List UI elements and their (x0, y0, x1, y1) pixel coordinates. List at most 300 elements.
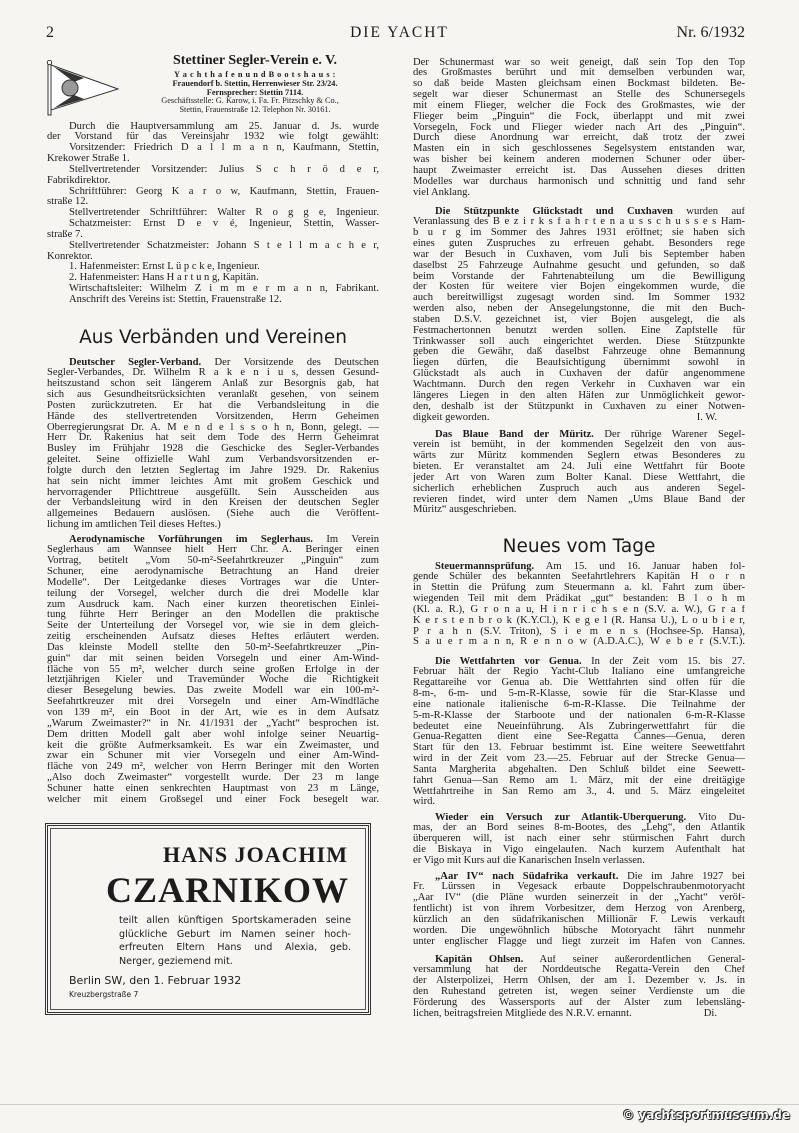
text-line (413, 505, 745, 516)
line-text: liegen dürfen, die Beaufsichtigung übernimmt sowohl in (413, 358, 745, 369)
line-text: jeder Art von Waren zum Bolter Kanal. Diese Wettfahrt, die (413, 472, 745, 483)
club-phone: Fernsprecher: Stettin 7114. (206, 87, 304, 97)
text-line (413, 893, 745, 904)
line-text: beim Vorstande der Fahrtenabteilung um die Bewilligung (413, 271, 745, 282)
line-text: allgemeines Bedauern auslösen. (Siehe auch die Veröffent- (47, 509, 379, 520)
line-text: S a u e r m a n n, R e n n o w (A.D.A.C.), W e b e r (S.V.T.). (413, 637, 745, 648)
text-line (47, 390, 379, 401)
text-line (47, 197, 379, 208)
text-line (47, 654, 379, 665)
text-line (413, 722, 745, 733)
text-line (413, 304, 745, 315)
text-line (413, 337, 745, 348)
line-text: Oberregierungsrat Dr. A. M e n d e l s s o h n, Bonn, gelegt. — (47, 422, 379, 433)
line-text: staben D.S.V. gezeichnet ist, vier Bojen ausgelegt, die als (413, 314, 745, 325)
page-edge-line (0, 1104, 799, 1105)
text-line (47, 730, 379, 741)
text-line (47, 368, 379, 379)
text-line (47, 423, 379, 434)
line-text: Stellvertretender Schatzmeister: Johann S t e l l m a c h e r, (69, 240, 379, 251)
club-office-address: Stettin, Frauenstraße 12. Telephon Nr. 30161. (179, 104, 331, 114)
text-line (413, 856, 745, 867)
text-line (413, 797, 745, 808)
text-line (47, 535, 379, 546)
line-text: wird. (413, 797, 436, 808)
text-line (413, 347, 745, 358)
line-text: versammlung hat der Norddeutsche Regatta-Verein den Chef (413, 965, 745, 976)
club-name: Stettiner Segler-Verein e. V. (173, 53, 337, 68)
text-line (47, 751, 379, 762)
line-text: zum Ausdruck kam. Nach einer kurzen theoretischen Einlei- (47, 599, 379, 610)
line-text: straße 12. (47, 197, 89, 208)
line-text: längeres Liegen in den alten Häfen zur Unmöglichkeit gewor- (413, 390, 745, 401)
text-line (47, 762, 379, 773)
text-line (413, 955, 745, 966)
line-text: der Vorstand für das Vereinsjahr 1932 wie folgt gewählt: (47, 132, 379, 143)
line-text: Auf seiner außerordentlichen General- (539, 954, 745, 965)
line-text: Anschrift des Vereins ist: Stettin, Frauenstraße 12. (69, 295, 282, 305)
text-line (413, 965, 745, 976)
text-line (47, 412, 379, 423)
line-text: der Verbandsleitung wird in den Kreisen der deutschen Segler (47, 498, 379, 509)
line-text: Schuner, eine aerodynamische Betrachtung an Hand dreier (47, 567, 379, 578)
text-line (413, 123, 745, 134)
announcement-place-date: Berlin SW, den 1. Februar 1932 (69, 974, 242, 987)
text-line (413, 282, 745, 293)
text-line (413, 451, 745, 462)
line-text: zwar ein Schuner mit vier Vorsegeln und einer Am-Wind- (47, 751, 379, 762)
text-line (413, 177, 745, 188)
line-text: letztjährigen Kieler und Travemünder Woche die Richtigkeit (47, 675, 379, 686)
line-text: wird in der Zeit vom 23.—25. Februar auf der Strecke Genua— (413, 754, 745, 765)
birth-announcement (45, 823, 371, 1015)
text-line (413, 228, 745, 239)
line-text: folgte durch den letzten Seglertag im Jahre 1929. Dr. Rakenius (47, 465, 379, 476)
text-line (413, 473, 745, 484)
text-line (47, 295, 379, 306)
article-stuetzpunkte (413, 207, 745, 424)
text-line (413, 937, 745, 948)
line-text: Am 15. und 16. Januar haben fol- (545, 561, 745, 572)
line-text: so daß beide Masten gleichsam einen Bockmast bildeten. Be- (413, 79, 745, 90)
line-text: daselbst 25 Fahrzeuge Aufnahme gesucht und gefunden, so daß (413, 260, 745, 271)
text-line (413, 904, 745, 915)
text-line (47, 122, 379, 133)
article-lead: Steuermannsprüfung. (435, 561, 535, 572)
line-text: Schriftführer: Georg K a r o w, Kaufmann, Stettin, Frauen- (69, 186, 379, 197)
line-text: Förderung des Wassersports auf der Alster zum lebensläng- (413, 997, 745, 1008)
line-text: die Biskaya in Vigo eingelaufen. Nach kurzem Aufenthalt hat (413, 845, 745, 856)
text-line (413, 732, 745, 743)
line-text: Flieger beim „Pinguin“ die Fock, überlappt und mit zwei (413, 111, 745, 122)
text-line (413, 369, 745, 380)
line-text: Schatzmeister: Ernst D e v é, Ingenieur, Stettin, Wasser- (69, 219, 379, 230)
line-text: „Aar IV“ (die Pläne wurden seinerzeit in der „Yacht“ veröf- (413, 893, 745, 904)
text-line (47, 708, 379, 719)
article-lead: Deutscher Segler-Verband. (69, 357, 202, 368)
line-text: Durch die Hauptversammlung am 25. Januar d. Js. wurde (69, 121, 379, 132)
line-text: Krekower Straße 1. (47, 154, 130, 165)
line-text: revieren findet, wird unter dem Namen „Ums Blaue Band der (413, 494, 745, 505)
text-line (47, 444, 379, 455)
line-text: Seite der Unterteilung der Vorsegel vor, wie sie in dem gleich- (47, 621, 379, 632)
line-text: b u r g im Sommer des Jahres 1931 eröffnet; sie haben sich (413, 228, 745, 239)
text-line (413, 572, 745, 583)
text-line (413, 413, 745, 424)
text-line (47, 567, 379, 578)
line-text: eine nationale italienische 6-m-R-Klasse. Die Teilnahme der (413, 699, 745, 710)
article-lead: „Aar IV“ nach Südafrika verkauft. (435, 871, 619, 882)
text-line (47, 545, 379, 556)
line-text: hat sein nicht immer leichtes Amt mit großem Geschick und (47, 476, 379, 487)
line-text: Konrektor. (47, 251, 93, 262)
text-line (413, 58, 745, 69)
line-text: bedeutet eine Neueinführung. Als Zubringerwettfahrt für die (413, 721, 745, 732)
article-ohlsen (413, 955, 745, 1020)
text-line (413, 845, 745, 856)
text-line (413, 915, 745, 926)
text-line (413, 882, 745, 893)
text-line (413, 711, 745, 722)
text-line (47, 498, 379, 509)
page-number: 2 (46, 24, 54, 41)
text-line (413, 657, 745, 668)
text-line (413, 700, 745, 711)
line-text: Genua-Regatten dient eine See-Regatta Cannes—Genua, deren (413, 732, 745, 743)
text-line (413, 765, 745, 776)
line-text: den, deshalb ist der Stützpunkt in Cuxhaven zu einer Notwen- (413, 401, 745, 412)
text-line (413, 462, 745, 473)
article-dsv (47, 358, 379, 532)
line-text: Februar hält der Regio Yacht-Club Italiano eine umfangreiche (413, 667, 745, 678)
line-text: 1. Hafenmeister: Ernst L ü p c k e, Ingenieur. (69, 262, 260, 273)
line-text: kürzlich an den südafrikanischen Millionär F. Lewis verkauft (413, 914, 745, 925)
text-line (47, 358, 379, 369)
article-steuermann (413, 562, 745, 649)
announcement-line: teilt allen künftigen Sportskameraden seine (119, 915, 351, 926)
club-subtitle: Y a c h t h a f e n u n d B o o t s h a u s : (174, 70, 336, 79)
article-lead: Das Blaue Band der Müritz. (435, 429, 594, 440)
line-text: dieser Besegelung bewies. Das zweite Modell war ein 100-m²- (47, 686, 379, 697)
line-text: Seefahrtkreuzer mit drei Vorsegeln und einer Am-Windfläche (47, 697, 379, 708)
text-line (413, 68, 745, 79)
line-text: fläche von 55 m², welcher durch seine großen Erfolge in der (47, 664, 379, 675)
text-line (413, 583, 745, 594)
club-office: Geschäftsstelle: G. Karow, i. Fa. Fr. Pitzschky & Co., (161, 96, 339, 105)
text-line (47, 379, 379, 390)
text-line (47, 773, 379, 784)
text-line (47, 154, 379, 165)
line-text: gende Schüler des bekannten Seefahrtlehrers Kapitän H o r n (413, 572, 745, 583)
line-text: haupt Zweimaster erreicht ist. Das Aussehen dieses dritten (413, 165, 745, 176)
text-line (47, 784, 379, 795)
line-text: geben die Gewähr, daß daselbst Fahrzeuge ohne Bemannung (413, 347, 745, 358)
magazine-title: DIE YACHT (350, 24, 449, 41)
line-text: Veranlassung des B e z i r k s f a h r t e n a u s s c h u s s e s Ham- (413, 217, 745, 228)
line-text: Der rührige Warener Segel- (604, 429, 745, 440)
line-text: wärts zur Müritz kommenden Seglern etwas Besonderes zu (413, 451, 745, 462)
text-line (47, 741, 379, 752)
text-line (413, 987, 745, 998)
text-line (413, 616, 745, 627)
line-text: Hände des stellvertretenden Vorsitzenden, Herrn Geheimen (47, 411, 379, 422)
line-text: Wettfahrtreihe in San Remo am 3., 4. und 5. März eingeleitet (413, 786, 745, 797)
line-text: Vorsitzender: Friedrich D a l l m a n n, Kaufmann, Stettin, (69, 143, 379, 154)
line-text: auch bereitwilligst zugesagt worden sind. Im Sommer 1932 (413, 293, 745, 304)
line-text: digkeit geworden. (413, 412, 490, 423)
line-text: bieten. Er veranstaltet am 24. Juli eine Wettfahrt für Boote (413, 462, 745, 473)
article-atlantik (413, 813, 745, 867)
text-line (413, 834, 745, 845)
line-text: den Ruhestand getreten ist, wegen seiner Verdienste um die (413, 987, 745, 998)
text-line (47, 520, 379, 531)
text-line (413, 1009, 745, 1020)
line-text: Modelles war durchaus harmonisch und schnittig und fand sehr (413, 176, 745, 187)
text-line (47, 466, 379, 477)
line-text: P r a h n (S.V. Triton), S i e m e n s (Hochsee-Sp. Hansa), (413, 626, 745, 637)
line-text: viel Anklang. (413, 187, 471, 198)
text-line (413, 90, 745, 101)
club-pennant-icon (44, 60, 120, 116)
text-line (47, 143, 379, 154)
line-text: (Kl. a. R.), G r o n a u, H i n r i c h s e n (S.V. a. W.), G r a f (413, 604, 745, 615)
line-text: worden. Die ungewöhnlich hübsche Motoryacht fährt nunmehr (413, 925, 745, 936)
line-text: Fr. Lürssen in Vegesack erbaute Doppelschraubenmotoryacht (413, 882, 745, 893)
text-line (47, 719, 379, 730)
line-text: Trinkwasser soll auch eingerichtet werden. Diese Stützpunkte (413, 336, 745, 347)
article-aar-iv (413, 872, 745, 948)
line-text: überqueren will, ist nach einer sehr stürmischen Fahrt durch (413, 834, 745, 845)
announcement-line: glückliche Geburt im Namen seiner hoch- (119, 928, 351, 940)
line-text: Masten ein in sich geschlossenes Segelsystem entstanden war, (413, 144, 745, 155)
text-line (47, 455, 379, 466)
text-line (413, 637, 745, 648)
line-text: Die im Jahre 1927 bei (627, 871, 745, 882)
text-line (413, 872, 745, 883)
text-line (413, 144, 745, 155)
line-text: welcher mit einem Großsegel und einer Fock besegelt war. (47, 794, 379, 805)
text-line (413, 562, 745, 573)
text-line (413, 188, 745, 199)
text-line (47, 795, 379, 806)
text-line (47, 219, 379, 230)
text-line (47, 241, 379, 252)
article-lead: Aerodynamische Vorführungen im Seglerhaus. (69, 534, 313, 545)
line-text: fentlicht) ist von ihrem Vorbesitzer, dem Herzog von Arenberg, (413, 904, 745, 915)
line-text: teilung der Vorsegel, welcher durch die drei Modelle klar (47, 588, 379, 599)
article-lead: Kapitän Ohlsen. (435, 954, 524, 965)
line-text: Regattareihe vor Genua ab. Die Wettfahrten sind offen für die (413, 678, 745, 689)
text-line (47, 401, 379, 412)
line-text: fahrt Genua—San Remo am 1. März, mit der eine dreitägige (413, 775, 745, 786)
announcement-body (119, 914, 351, 968)
line-text: des Großmastes berührt und mit demselben verbunden war, (413, 68, 745, 79)
line-text: Wachtmann. Durch den regen Verkehr in Cuxhaven war ein (413, 380, 745, 390)
announcement-line: Nerger, geziemend mit. (119, 955, 233, 967)
text-line (413, 689, 745, 700)
line-text: sich aus Gesundheitsrücksichten veranlaßt gesehen, von seinem (47, 390, 379, 401)
section-heading: Neues vom Tage (502, 536, 656, 557)
text-line (47, 686, 379, 697)
line-text: „Warum Zweimaster?“ in Nr. 41/1931 der „Yacht“ besprochen ist. (47, 718, 379, 729)
text-line (413, 272, 745, 283)
line-text: Modelle“. Der Leitgedanke dieses Vortrages war die Unter- (47, 577, 379, 588)
text-line (413, 133, 745, 144)
author-signature: Di. (703, 1008, 717, 1019)
line-text: Festmachertonnen benutzt werden sollen. Eine Zapfstelle für (413, 325, 745, 336)
issue-number: Nr. 6/1932 (676, 24, 745, 41)
line-text: Seglerhaus am Wannsee hielt Herr Chr. A. Beringer einen (47, 545, 379, 556)
line-text: Santa Margherita abgehalten. Den Schluß bildet eine Seewett- (413, 764, 745, 775)
announcement-line: erfreuten Eltern Hans und Alexia, geb. (119, 942, 351, 953)
text-line (413, 207, 745, 218)
line-text: segelt war dieser Schunermast an Stelle des Schunersegels (413, 90, 745, 101)
line-text: verein ist bemüht, in der kommenden Segelzeit den von aus- (413, 440, 745, 451)
line-text: Durch diese Anordnung war erreicht, daß trotz der zwei (413, 133, 745, 144)
text-line (413, 627, 745, 638)
text-line (413, 217, 745, 228)
text-line (413, 79, 745, 90)
article-aerodynamics-continued (413, 58, 745, 199)
article-aerodynamics (47, 535, 379, 806)
text-line (47, 176, 379, 187)
text-line (413, 155, 745, 166)
text-line (47, 610, 379, 621)
text-line (413, 391, 745, 402)
line-text: straße 7. (47, 229, 83, 240)
text-line (47, 509, 379, 520)
text-line (413, 315, 745, 326)
text-line (413, 754, 745, 765)
line-text: Dem dritten Modell galt aber wohl infolge seiner Neuartig- (47, 729, 379, 740)
line-text: 5-m-R-Klasse der Starboote und der nationalen 6-m-R-Klasse (413, 710, 745, 721)
line-text: Wirtschaftsleiter: Wilhelm Z i m m e r m a n n, Fabrikant. (69, 284, 379, 295)
line-text: In der Zeit vom 15. bis 27. (591, 656, 745, 667)
line-text: wurden auf (686, 206, 745, 217)
article-lead: Die Stützpunkte Glückstadt und Cuxhaven (435, 206, 673, 217)
line-text: Vortrag, betitelt „Vom 50-m²-Seefahrtkreuzer „Pinguin“ zum (47, 556, 379, 567)
article-genua (413, 657, 745, 809)
line-text: in Stettin die Prüfung zum Steuermann a. kl. Fahrt zum über- (413, 583, 745, 594)
text-line (413, 484, 745, 495)
line-text: war der Besuch in Cuxhaven, vom Juli bis September haben (413, 249, 745, 260)
author-signature: I. W. (696, 412, 717, 423)
text-line (413, 326, 745, 337)
text-line (47, 665, 379, 676)
line-text: Herr Dr. Rakenius hat seit dem Tode des Herrn Geheimrat (47, 433, 379, 444)
text-line (413, 594, 745, 605)
line-text: wiegenden Teil mit dem Prädikat „gut“ bestanden: B l o h m (413, 594, 745, 605)
text-line (413, 998, 745, 1009)
line-text: lichung im amtlichen Teil dieses Heftes.) (47, 520, 221, 531)
text-line (413, 293, 745, 304)
club-board-list (47, 122, 379, 306)
line-text: 2. Hafenmeister: Hans H a r t u n g, Kapitän. (69, 273, 259, 284)
line-text: Start für den 13. Februar bestimmt ist. Eine weitere Seewettfahrt (413, 743, 745, 754)
text-line (413, 926, 745, 937)
line-text: Posten zurückzutreten. Er hat die Verbandsleitung in die (47, 400, 379, 411)
line-text: heitszustand schon seit längerem Anlaß zur Besorgnis gab, hat (47, 379, 379, 390)
text-line (47, 589, 379, 600)
text-line (47, 488, 379, 499)
line-text: Busley im Frühjahr 1928 die Geschicke des Segler-Verbandes (47, 444, 379, 455)
line-text: Vorsegeln, Fock und Flieger wieder nach Art des „Pinguin“. (413, 122, 745, 133)
line-text: 8-m-, 6-m- und 5-m-R-Klasse, sowie für die Star-Klasse und (413, 689, 745, 700)
text-line (413, 495, 745, 506)
text-line (413, 402, 745, 413)
text-line (47, 578, 379, 589)
line-text: eines guten Zuspruches zu erfreuen gehabt. Besonders rege (413, 239, 745, 250)
line-text: er Vigo mit Kurs auf die Kanarischen Inseln verlassen. (413, 855, 645, 866)
text-line (413, 440, 745, 451)
line-text: werden also, neben der Ansegelungstonne, die mit den Buch- (413, 304, 745, 315)
text-line (47, 675, 379, 686)
announcement-first-name: HANS JOACHIM (163, 842, 348, 867)
line-text: Im Verein (326, 534, 379, 545)
line-text: mit einem Flieger, welcher die Fock des Großmastes, wie der (413, 100, 745, 111)
line-text: zeitig erscheinenden Aufsatz dieses Heftes erläutert werden. (47, 632, 379, 643)
line-text: lichen, beitragsfreien Mitgliede des N.R.V. ernannt. (413, 1008, 632, 1019)
text-line (413, 166, 745, 177)
text-line (47, 697, 379, 708)
section-heading: Aus Verbänden und Vereinen (79, 327, 347, 348)
line-text: der Kosten für weitere vier Bojen eingekommen wurde, die (413, 282, 745, 293)
text-line (47, 632, 379, 643)
text-line (413, 813, 745, 824)
line-text: unter englischer Flagge und liegt zurzeit im Hafen von Cannes. (413, 936, 745, 947)
club-address: Frauendorf b. Stettin, Herrenwieser Str. 23/24. (172, 79, 338, 88)
line-text: guin“ dar mit seinen beiden Vorsegeln und einer Am-Wind- (47, 653, 379, 664)
text-line (47, 284, 379, 295)
line-text: Müritz“ ausgeschrieben. (413, 505, 517, 516)
text-line (413, 823, 745, 834)
line-text: der Alsterpolizei, Herrn Ohlsen, der am 1. Dezember v. Js. in (413, 976, 745, 987)
text-line (47, 433, 379, 444)
text-line (47, 230, 379, 241)
text-line (47, 165, 379, 176)
text-line (47, 132, 379, 143)
line-text: Schuner hatte einen senkrechten Hauptmast von 23 m Länge, (47, 783, 379, 794)
text-line (413, 358, 745, 369)
text-line (413, 380, 745, 391)
line-text: Der Vorsitzende des Deutschen (214, 357, 379, 368)
line-text: sicherlich erheblichen Zuspruch auch aus anderen Segel- (413, 483, 745, 494)
line-text: „Also doch Zweimaster“ vorgestellt wurde. Der 23 m lange (47, 773, 379, 784)
text-line (47, 643, 379, 654)
line-text: Vito Du- (698, 812, 745, 823)
announcement-last-name: CZARNIKOW (105, 870, 349, 910)
article-lead: Die Wettfahrten vor Genua. (435, 656, 582, 667)
text-line (413, 112, 745, 123)
text-line (413, 667, 745, 678)
text-line (47, 621, 379, 632)
text-line (413, 678, 745, 689)
text-line (47, 273, 379, 284)
line-text: Fabrikdirektor. (47, 175, 111, 186)
text-line (413, 261, 745, 272)
text-line (47, 477, 379, 488)
text-line (413, 430, 745, 441)
line-text: Glückstadt als auch in Cuxhaven der dafür angenommene (413, 369, 745, 380)
article-lead: Wieder ein Versuch zur Atlantik-Überquerung. (435, 812, 687, 823)
text-line (413, 239, 745, 250)
line-text: K e r s t e n b r o k (K.Y.Cl.), K e g e l (R. Hansa U.), L o u b i e r, (413, 615, 745, 626)
text-line (47, 556, 379, 567)
line-text: Das kleinste Modell stellte den 50-m²-Seefahrtkreuzer „Pin- (47, 642, 379, 653)
text-line (413, 101, 745, 112)
line-text: von 139 m², ein Boot in der Art, wie es in dem Aufsatz (47, 708, 379, 718)
line-text: fläche von 249 m², welcher von Herrn Beringer mit den Worten (47, 762, 379, 773)
